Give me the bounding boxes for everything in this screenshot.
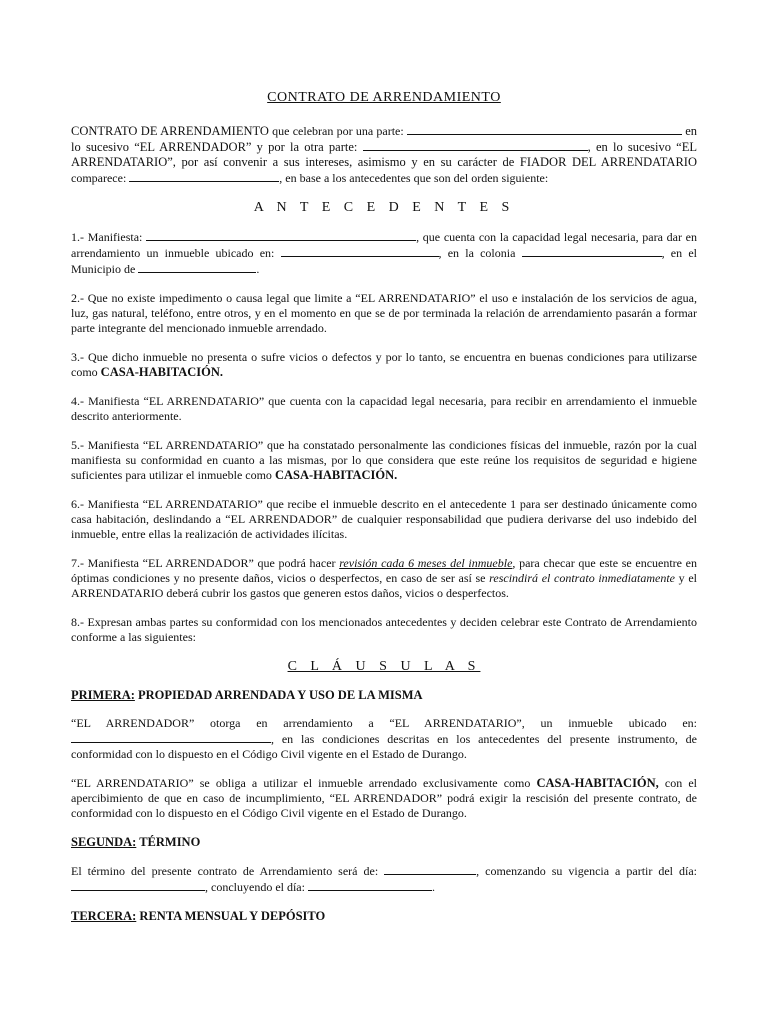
clause-text: , en las condiciones descritas en los antecedentes del presente instrumento, de conformidad con lo dispuesto en el Código Civil vigente en el Estado de Durango.	[71, 732, 697, 761]
primera-paragraph-1	[71, 716, 697, 762]
clause-text: “EL ARRENDADOR” otorga en arrendamiento a “EL ARRENDATARIO”, un inmueble ubicado en:	[71, 716, 697, 730]
clause-label: PRIMERA:	[71, 688, 135, 702]
antecedente-7	[71, 556, 697, 601]
antecedente-text: 7.- Manifiesta “EL ARRENDADOR” que podrá hacer	[71, 556, 340, 570]
contract-page	[71, 90, 697, 937]
casa-habitacion-label: CASA-HABITACIÓN,	[536, 776, 659, 790]
termino-blank	[384, 863, 476, 875]
inmueble-address-blank	[281, 245, 439, 257]
clause-tercera-heading	[71, 909, 697, 924]
intro-paragraph	[71, 123, 697, 186]
intro-contract-name: CONTRATO DE ARRENDAMIENTO	[71, 124, 269, 138]
clause-text: .	[431, 880, 435, 894]
inicio-date-blank	[71, 879, 205, 891]
segunda-paragraph	[71, 863, 697, 895]
inmueble-location-blank	[71, 731, 271, 743]
casa-habitacion-label: CASA-HABITACIÓN.	[100, 365, 224, 379]
clause-primera-heading	[71, 688, 697, 703]
antecedente-text: , que cuenta con la capacidad legal necesaria, para dar en arrendamiento un inmueble ubicado en:	[71, 230, 697, 260]
clause-text: , concluyendo el día:	[205, 880, 308, 894]
arrendatario-name-blank	[363, 139, 588, 151]
antecedente-2: 2.- Que no existe impedimento o causa legal que limite a “EL ARRENDATARIO” el uso e instalación de los servicios de agua, luz, gas natural, teléfono, entre otros, y en el momento en que se de por terminada la relación de arrendamiento pasarán a formar parte integrante del mencionado inmueble arrendado.	[71, 291, 697, 335]
antecedente-5	[71, 438, 697, 483]
antecedentes-heading: A N T E C E D E N T E S	[253, 200, 515, 215]
municipio-blank	[138, 261, 256, 273]
colonia-blank	[522, 245, 662, 257]
fiador-name-blank	[129, 170, 279, 182]
intro-text: que celebran por una parte:	[268, 124, 407, 138]
fin-date-blank	[308, 879, 432, 891]
clause-text: con el apercibimiento de que en caso de incumplimiento, “EL ARRENDADOR” podrá exigir la rescisión del presente contrato, de conformidad con lo dispuesto en el Código Civil vigente en el Estado de Durango.	[71, 776, 697, 820]
arrendador-name-blank	[407, 123, 682, 135]
clause-label: TERCERA:	[71, 909, 137, 923]
clause-text: “EL ARRENDATARIO” se obliga a utilizar el inmueble arrendado exclusivamente como	[71, 776, 537, 790]
antecedente-1	[71, 229, 697, 277]
rescision-emphasis: rescindirá el contrato inmediatamente	[489, 571, 675, 585]
antecedente-3	[71, 350, 697, 380]
antecedente-6: 6.- Manifiesta “EL ARRENDATARIO” que recibe el inmueble descrito en el antecedente 1 para ser destinado únicamente como casa habitación, deslindando a “EL ARRENDADOR” de cualquier responsabilidad que pudiera derivarse del uso indebido del inmueble, entre ellas la realización de actividades ilícitas.	[71, 497, 697, 541]
antecedente-text: 1.- Manifiesta:	[71, 230, 147, 244]
antecedente-text: y el ARRENDATARIO deberá cubrir los gastos que generen estos daños, vicios o desperfectos.	[71, 571, 697, 600]
antecedente-text: , en el Municipio de	[71, 246, 697, 276]
clause-text: , comenzando su vigencia a partir del día:	[476, 864, 697, 878]
clause-title: TÉRMINO	[136, 835, 201, 849]
revision-emphasis: revisión cada 6 meses del inmueble	[339, 556, 513, 570]
antecedente-8: 8.- Expresan ambas partes su conformidad con los mencionados antecedentes y deciden celebrar este Contrato de Arrendamiento conforme a las siguientes:	[71, 615, 697, 644]
antecedente-text: , en la colonia	[438, 246, 522, 260]
antecedente-text: , para checar que este se encuentre en óptimas condiciones y no presente daños, vicios o desperfectos, en caso de ser así se	[71, 556, 697, 585]
antecedente-text: .	[256, 262, 260, 276]
antecedente-text: 3.- Que dicho inmueble no presenta o sufre vicios o defectos y por lo tanto, se encuentra en buenas condiciones para utilizarse como	[71, 350, 697, 379]
clause-title: RENTA MENSUAL Y DEPÓSITO	[136, 909, 326, 923]
manifiesta-name-blank	[146, 229, 416, 241]
document-title: CONTRATO DE ARRENDAMIENTO	[267, 90, 501, 105]
antecedente-4: 4.- Manifiesta “EL ARRENDATARIO” que cuenta con la capacidad legal necesaria, para recibir en arrendamiento el inmueble descrito anteriormente.	[71, 394, 697, 423]
clause-segunda-heading	[71, 835, 697, 850]
intro-text: , en base a los antecedentes que son del orden siguiente:	[279, 171, 549, 185]
clause-label: SEGUNDA:	[71, 835, 137, 849]
intro-text: comparece:	[71, 171, 130, 185]
intro-text: , en lo sucesivo “EL ARRENDATARIO”, por así convenir a sus intereses, asimismo y en su carácter de	[71, 140, 698, 169]
clause-title: PROPIEDAD ARRENDADA Y USO DE LA MISMA	[134, 688, 423, 702]
primera-paragraph-2	[71, 776, 697, 821]
intro-fiador: FIADOR DEL ARRENDATARIO	[519, 155, 697, 169]
clausulas-heading: C L Á U S U L A S	[287, 659, 481, 674]
antecedente-text: 5.- Manifiesta “EL ARRENDATARIO” que ha constatado personalmente las condiciones físicas del inmueble, razón por la cual manifiesta su conformidad en cuanto a las mismas, por lo que considera que este reúne los requisitos de seguridad e higiene suficientes para utilizar el inmueble como	[71, 438, 697, 482]
intro-text: en lo sucesivo “EL ARRENDADOR” y por la otra parte:	[71, 124, 697, 154]
clause-text: El término del presente contrato de Arrendamiento será de:	[71, 864, 385, 878]
casa-habitacion-label: CASA-HABITACIÓN.	[274, 468, 398, 482]
